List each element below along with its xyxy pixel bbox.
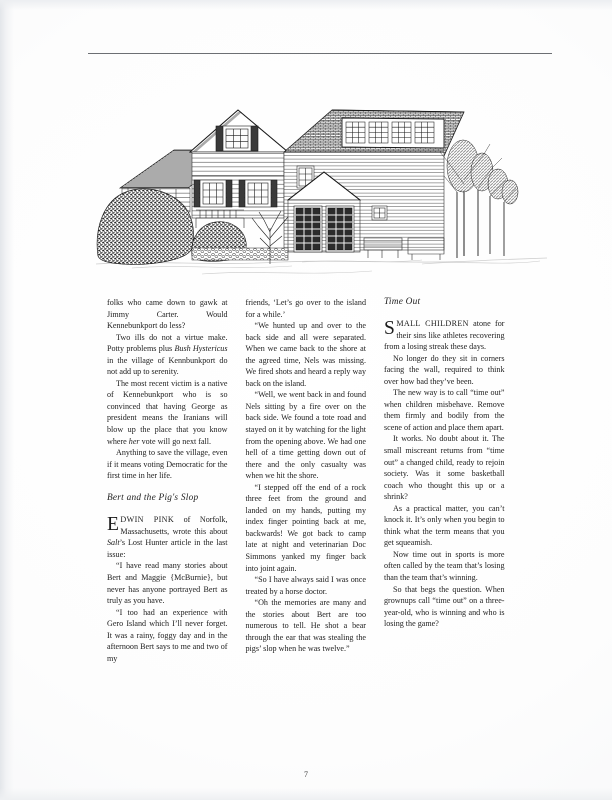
paragraph: Two ills do not a virtue make. Potty problems plus Bush Hystericus in the village of Kennbunkport do not add up to serenity. [107, 332, 228, 377]
paragraph-dropcap [384, 318, 505, 353]
paragraph: “I stepped off the end of a rock three feet from the ground and landed on my hands, putting my index finger pointing back at me, backwards! We got back to camp late at night and veterinarian Doc Simmons yanked my finger back into joint again. [245, 482, 366, 573]
paragraph: It works. No doubt about it. The small miscreant returns from “time out” a changed child, ready to rejoin society. Was it some basketball coach who thought this up or a shrink? [384, 434, 505, 502]
drop-cap-letter: S [384, 318, 395, 339]
section-heading-bert: Bert and the Pig's Slop [107, 493, 199, 504]
column-left [107, 297, 228, 767]
italic-word: her [128, 436, 140, 446]
small-caps-lead: MALL CHILDREN [396, 319, 469, 328]
paragraph: So that begs the question. When grownups call “time out” on a three-year-old, who is winning and who is losing the game? [384, 584, 505, 629]
paragraph: “I too had an experience with Gero Island which I’ll never forget. It was a rainy, foggy day and in the afternoon Bert says to me and two of my [107, 607, 228, 663]
scan-edge-left [0, 0, 14, 800]
paragraph: Anything to save the village, even if it means voting Democratic for the first time in her life. [107, 448, 228, 481]
paragraph: friends, ‘Let’s go over to the island for a while.’ [245, 298, 366, 319]
paragraph: The new way is to call “time out” when children misbehave. Remove them firmly and bodily from the scene of action and place them apart. [384, 388, 505, 432]
house-illustration [92, 88, 552, 278]
paragraph: folks who came down to gawk at Jimmy Carter. Would Kennebunkport do less? [107, 298, 228, 331]
italic-word: Salt [107, 538, 120, 548]
paragraph: “Oh the memories are many and the stories about Bert are too numerous to tell. He shot a bear through the ear that was stealing the pigs’ slop when he was twelve.” [245, 598, 366, 654]
small-caps-lead: DWIN PINK [120, 515, 175, 525]
paragraph: “So I have always said I was once treated by a horse doctor. [245, 575, 366, 596]
drop-cap-letter: E [107, 514, 119, 536]
dropcap-rest: atone for their sins like athletes recovering from a losing streak these days. [384, 319, 505, 352]
scan-edge-bottom [0, 788, 612, 800]
section-heading-time-out: Time Out [384, 297, 421, 307]
paragraph: Now time out in sports is more often called by the team that’s losing than the team that’s winning. [384, 549, 505, 583]
column-right [384, 297, 505, 767]
paragraph: “We hunted up and over to the back side and all were separated. When we came back to the shore at the agreed time, Nels was missing. We fired shots and heard a reply way back on the island. [245, 321, 366, 388]
paragraph: As a practical matter, you can’t knock it. It’s only when you begin to think what the term means that you get squeamish. [384, 503, 505, 548]
page-number: 7 [304, 770, 308, 779]
paragraph: The most recent victim is a native of Kennebunkport who is so convinced that having George as president means the Iranians will blow up the place that you know where her vote will go next fall. [107, 378, 228, 446]
paragraph: No longer do they sit in corners facing the wall, required to think over how bad they’ve been. [384, 353, 505, 386]
paragraph: “I have read many stories about Bert and Maggie {McBurnie}, but never has anyone portrayed Bert as truly as you have. [107, 561, 228, 606]
paragraph-dropcap: EDWIN PINK of Norfolk, Massachusetts, wrote this about Salt’s Lost Hunter article in the last issue: [107, 514, 228, 559]
header-rule [88, 53, 552, 54]
article-columns [107, 297, 505, 767]
scan-edge-top [0, 0, 612, 10]
italic-phrase: Bush Hystericus [174, 344, 228, 354]
paragraph: “Well, we went back in and found Nels sitting by a fire over on the back side. We found a tote road and stayed on it by watching for the light from the opening above. We had one hell of a time getting down out of there and the only casualty was when we hit the shore. [245, 390, 366, 481]
column-middle [246, 297, 367, 767]
